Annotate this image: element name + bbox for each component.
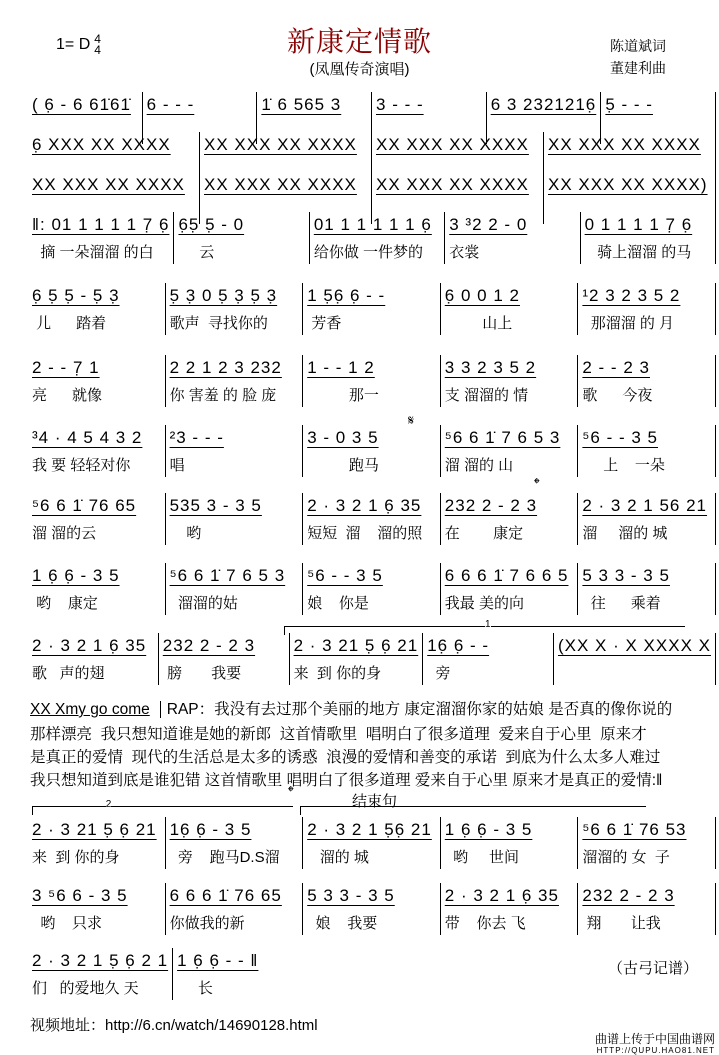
measure-lyrics: 哟 只求 xyxy=(32,915,103,932)
measure xyxy=(578,817,716,869)
measure-notes: 1 6̣ 6̣ - 3 5 xyxy=(444,820,533,839)
measure-notes: 0 1 1 1 1 7̣ 6̣ xyxy=(584,215,693,234)
measure-notes: 6̣ 0 0 1 2 xyxy=(444,286,520,305)
measure-notes: 6 - - - xyxy=(146,95,195,114)
measure-lyrics xyxy=(558,663,711,685)
measure xyxy=(174,212,309,264)
measure-lyrics: 上 一朵 xyxy=(582,457,665,474)
measure-lyrics: 歌声 寻找你的 xyxy=(169,315,268,332)
measure-notes: 535 3 - 3 5 xyxy=(169,496,262,515)
measure-notes: 232 2 - 2 3 xyxy=(582,886,675,905)
measure xyxy=(159,633,290,685)
rap-line-3: 我只想知道到底是谁犯错 这首情歌里 唱明白了很多道理 爱来自于心里 原来才是真正的爱情:‖ xyxy=(30,772,663,789)
measure xyxy=(303,493,441,545)
measure-notes: 16̣ 6̣ - - xyxy=(427,636,490,655)
measure-notes: 2 · 3 2 1 56 21 xyxy=(582,496,708,515)
volta-2-label: 2 xyxy=(105,799,112,810)
measure-lyrics: 芳香 xyxy=(307,315,342,332)
measure-notes: ⁵6 6 1̇ 7 6 5 3 xyxy=(169,566,286,585)
score-row xyxy=(28,948,298,1000)
measure xyxy=(28,283,166,335)
measure xyxy=(423,633,554,685)
measure-lyrics: 溜 溜的 城 xyxy=(582,525,668,542)
measure-notes: ⁵6 6 1̇ 76 53 xyxy=(582,820,687,839)
measure-lyrics: 溜溜的 女 子 xyxy=(582,849,670,866)
measure-notes: 2 · 3 2 1 6̣ 35 xyxy=(32,636,147,655)
measure xyxy=(445,212,580,264)
measure xyxy=(441,283,579,335)
measure-lyrics: 长 xyxy=(177,980,213,997)
measure xyxy=(578,425,716,477)
measure-notes: XX XXX XX XXXX) xyxy=(548,175,708,194)
measure-notes: 1 6̣ 6̣ - 3 5 xyxy=(32,566,120,585)
key-label: 1= D xyxy=(56,36,91,54)
measure-lyrics: 旁 跑马D.S溜 xyxy=(169,849,280,866)
measure-notes: 2 - - 2 3 xyxy=(582,358,650,377)
measure xyxy=(578,883,716,935)
measure-lyrics: 你做我的新 xyxy=(169,915,245,932)
measure xyxy=(441,883,579,935)
measure-notes: 2 - - 7̣ 1 xyxy=(32,358,100,377)
measure-lyrics: 衣裳 xyxy=(449,244,480,261)
measure-notes: 2 · 3 2 1 6̣ 35 xyxy=(444,886,559,905)
measure xyxy=(441,355,579,407)
time-bottom: 4 xyxy=(94,43,101,57)
measure-lyrics: 那一 xyxy=(307,387,379,404)
transcriber-credit: （古弓记谱） xyxy=(608,960,699,977)
measure-notes: XX XXX XX XXXX xyxy=(376,175,529,194)
measure-notes: XX XXX XX XXXX xyxy=(376,135,529,154)
measure-lyrics: 哟 世间 xyxy=(444,849,519,866)
volta-1-label: 1 xyxy=(485,619,491,630)
measure-notes: ( 6̣ - 6 61̇61̇ xyxy=(32,95,131,114)
measure xyxy=(28,563,166,615)
measure-notes: ⁵6 6 1̇ 7 6 5 3 xyxy=(444,428,561,447)
measure-notes: ⁵6 - - 3 5 xyxy=(307,566,383,585)
measure-notes: 2 · 3 21 5̣ 6̣ 21 xyxy=(32,820,157,839)
measure-lyrics: 来 到 你的身 xyxy=(32,849,120,866)
measure-lyrics: 支 溜溜的 情 xyxy=(444,387,529,404)
measure xyxy=(166,817,304,869)
measure xyxy=(28,212,174,264)
measure-notes: 6 6 6 1̇ 7 6 6 5 xyxy=(444,566,569,585)
song-title: 新康定情歌 xyxy=(286,26,432,57)
measure-notes: 6̣5̣ 5̣ - 0 xyxy=(178,215,245,234)
measure xyxy=(28,425,166,477)
measure xyxy=(28,817,166,869)
site-url[interactable]: HTTP://QUPU.HAO81.NET xyxy=(596,1046,715,1055)
score-row xyxy=(28,817,716,869)
measure-lyrics: 歌 声的翅 xyxy=(32,665,105,682)
video-url[interactable]: 视频地址：http://6.cn/watch/14690128.html xyxy=(30,1017,318,1034)
measure xyxy=(310,212,445,264)
measure xyxy=(578,283,716,335)
measure-lyrics: 来 到 你的身 xyxy=(293,665,382,682)
score-row xyxy=(28,355,716,407)
measure xyxy=(290,633,424,685)
measure-notes: ³4 · 4 5 4 3 2 xyxy=(32,428,143,447)
measure-lyrics: 你 害羞 的 脸 庞 xyxy=(169,387,277,404)
measure xyxy=(303,283,441,335)
measure xyxy=(28,633,159,685)
lyricist: 陈道斌词 xyxy=(610,38,666,54)
measure xyxy=(173,948,298,1000)
score-row xyxy=(28,283,716,335)
measure-notes: ⁵6 6 1̇ 76 65 xyxy=(32,496,137,515)
measure xyxy=(441,425,579,477)
measure-notes: 6̣ 5̣ 5̣ - 5̣ 3̣ xyxy=(32,286,120,305)
measure-notes: 1̇ 6 565 3 xyxy=(261,95,342,114)
measure xyxy=(554,633,716,685)
measure-notes: ¹2 3 2 3 5 2 xyxy=(582,286,681,305)
measure-lyrics: 云 xyxy=(178,244,215,261)
composer: 董建利曲 xyxy=(610,60,666,76)
measure-notes: 3 - 0 3 5 xyxy=(307,428,379,447)
measure-lyrics: 娘 我要 xyxy=(307,915,378,932)
measure xyxy=(28,493,166,545)
measure-notes: 3 ⁵6 6 - 3 5 xyxy=(32,886,128,905)
measure-notes: 1 6̣ 6̣ - - ‖ xyxy=(177,951,259,970)
measure-lyrics: 溜溜的姑 xyxy=(169,595,238,612)
measure-notes: 6 3 2321216̣ xyxy=(490,95,597,114)
score-row xyxy=(28,212,716,264)
measure-lyrics: 我最 美的向 xyxy=(444,595,524,612)
measure-notes: 6̣ XXX XX XXXX xyxy=(32,135,171,154)
measure-notes: ²3 - - - xyxy=(169,428,224,447)
measure xyxy=(166,493,304,545)
key-signature xyxy=(56,34,101,56)
measure-notes: 2 · 3 2 1 6̣ 35 xyxy=(307,496,422,515)
measure-notes: 232 2 - 2 3 xyxy=(162,636,256,655)
measure-lyrics: 娘 你是 xyxy=(307,595,369,612)
coda-icon: 𝄌 xyxy=(534,476,540,493)
rap-line-2: 是真正的爱情 现代的生活总是太多的诱惑 浪漫的爱情和善变的承诺 到底为什么太多人难过 xyxy=(30,749,661,766)
rap-text: RAP：我没有去过那个美丽的地方 康定溜溜你家的姑娘 是否真的像你说的 xyxy=(160,701,673,718)
measure xyxy=(578,563,716,615)
measure-notes: 2 · 3 2 1 5̣ 6̣ 2 1 xyxy=(32,951,169,970)
rap-line-1: 那样漂亮 我只想知道谁是她的新郎 这首情歌里 唱明白了很多道理 爱来自于心里 原来才 xyxy=(30,726,647,743)
ending-label: 结束句 xyxy=(352,793,398,810)
measure-notes: 6 6 6 1̇ 76 65 xyxy=(169,886,282,905)
measure xyxy=(303,883,441,935)
measure-lyrics: 骑上溜溜 的马 xyxy=(584,244,692,261)
measure xyxy=(166,355,304,407)
measure-notes: XX XXX XX XXXX xyxy=(204,175,357,194)
measure-notes: 2 · 3 21 5̣ 6̣ 21 xyxy=(293,636,419,655)
measure-notes: XX XXX XX XXXX xyxy=(548,135,701,154)
measure-lyrics: 我 要 轻轻对你 xyxy=(32,457,131,474)
measure-notes: 3 ³2 2 - 0 xyxy=(449,215,528,234)
measure-lyrics: 哟 xyxy=(169,525,202,542)
measure-notes: XX XXX XX XXXX xyxy=(204,135,357,154)
measure-lyrics: 那溜溜 的 月 xyxy=(582,315,675,332)
measure-lyrics: 给你做 一件梦的 xyxy=(313,244,424,261)
measure xyxy=(441,493,579,545)
measure xyxy=(578,493,716,545)
measure-notes: 5̣ - - - xyxy=(605,95,653,114)
score-row xyxy=(28,563,716,615)
measure-lyrics: 歌 今夜 xyxy=(582,387,653,404)
site-credit: 曲谱上传于中国曲谱网 xyxy=(594,1032,715,1046)
measure-notes: 2 · 3 2 1 5̣6̣ 21 xyxy=(307,820,432,839)
measure xyxy=(303,355,441,407)
measure-lyrics: 翔 让我 xyxy=(582,915,661,932)
measure-notes: 2 2 1 2 3 232 xyxy=(169,358,282,377)
measure-lyrics: 山上 xyxy=(444,315,513,332)
time-top: 4 xyxy=(94,32,101,46)
measure xyxy=(441,563,579,615)
measure-notes: 3 3 2 3 5 2 xyxy=(444,358,537,377)
measure-lyrics: 旁 xyxy=(427,665,451,682)
measure-lyrics: 摘 一朵溜溜 的白 xyxy=(32,244,154,261)
measure-lyrics: 跑马 xyxy=(307,457,379,474)
measure-lyrics: 在 康定 xyxy=(444,525,524,542)
time-signature xyxy=(94,34,101,56)
measure-notes: 1 5̣6̣ 6̣ - - xyxy=(307,286,386,305)
measure xyxy=(441,817,579,869)
measure-lyrics: 溜 溜的云 xyxy=(32,525,97,542)
measure xyxy=(28,355,166,407)
performer-subtitle: (凤凰传奇演唱) xyxy=(309,61,410,78)
score-row xyxy=(28,493,716,545)
measure xyxy=(28,883,166,935)
measure xyxy=(303,563,441,615)
measure-notes: ⁵6 - - 3 5 xyxy=(582,428,659,447)
segno-icon: 𝄋 xyxy=(408,412,415,428)
measure-lyrics: 溜的 城 xyxy=(307,849,369,866)
measure-notes: 3 - - - xyxy=(376,95,424,114)
measure-lyrics: 溜 溜的 山 xyxy=(444,457,514,474)
volta-bracket-1 xyxy=(284,619,685,635)
measure-lyrics: 儿 踏着 xyxy=(32,315,107,332)
score-row xyxy=(28,633,716,685)
measure-notes: 1 - - 1 2 xyxy=(307,358,375,377)
measure-notes: 5 3 3 - 3 5 xyxy=(307,886,395,905)
measure xyxy=(578,355,716,407)
measure xyxy=(581,212,716,264)
measure xyxy=(166,283,304,335)
measure-notes: ‖: 01 1 1 1 1 7̣ 6̣ xyxy=(32,215,170,234)
measure-notes: (XX X · X XXXX X xyxy=(557,636,711,655)
score-row xyxy=(28,883,716,935)
measure-lyrics: 们 的爱地久 天 xyxy=(32,980,139,997)
volta-bracket-2 xyxy=(32,799,293,815)
score-row xyxy=(28,425,716,477)
measure xyxy=(166,425,304,477)
measure xyxy=(303,817,441,869)
measure-notes: 01 1 1 1 1 1 6̣ xyxy=(313,215,432,234)
measure xyxy=(166,563,304,615)
measure-lyrics: 哟 康定 xyxy=(32,595,98,612)
measure-notes: 5̣ 3̣ 0 5̣ 3̣ 5̣ 3̣ xyxy=(169,286,278,305)
measure xyxy=(303,425,441,477)
measure-notes: XX XXX XX XXXX xyxy=(32,175,185,194)
rap-lead-notes: XX Xmy go come xyxy=(30,701,150,718)
measure-lyrics: 带 你去 飞 xyxy=(444,915,526,932)
measure-lyrics: 唱 xyxy=(169,457,185,474)
measure-lyrics: 膀 我要 xyxy=(162,665,242,682)
rap-line-0 xyxy=(30,697,672,719)
coda-icon-ending: 𝄌 xyxy=(288,784,294,801)
measure-notes: 5 3 3 - 3 5 xyxy=(582,566,670,585)
measure-lyrics: 往 乘着 xyxy=(582,595,661,612)
measure xyxy=(28,948,173,1000)
measure-notes: 232 2 - 2 3 xyxy=(444,496,538,515)
measure-lyrics: 亮 就像 xyxy=(32,387,103,404)
measure xyxy=(166,883,304,935)
measure-notes: 16̣ 6̣ - 3 5 xyxy=(169,820,252,839)
measure-lyrics: 短短 溜 溜的照 xyxy=(307,525,423,542)
